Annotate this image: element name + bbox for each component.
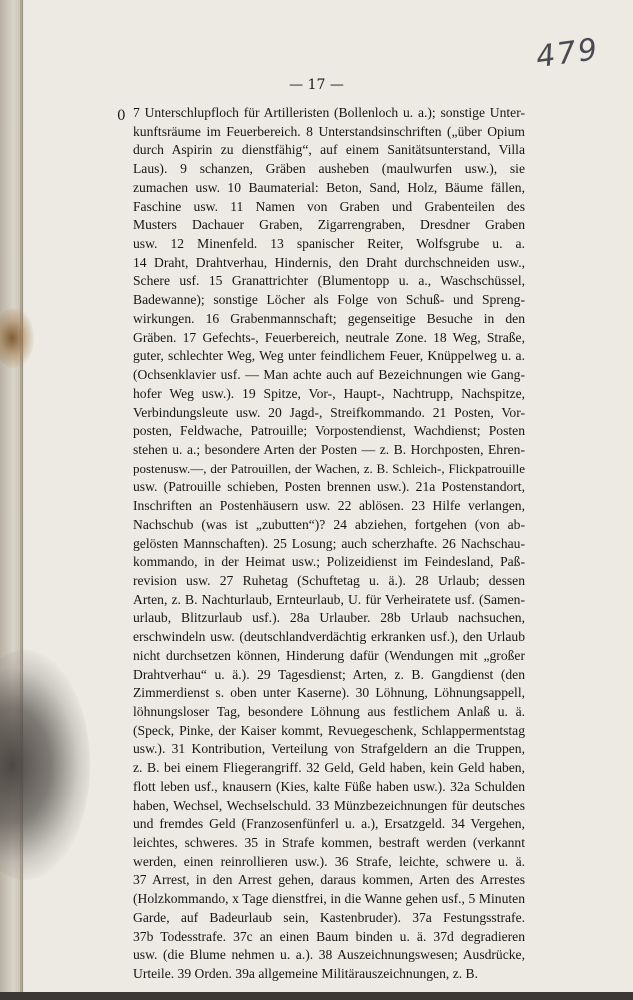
handwritten-page-number: 479 (533, 31, 602, 76)
text-line: Gräben. 17 Gefechts-, Feuerbereich, neutrale Zone. 18 Weg, Straße, (133, 329, 525, 345)
text-line: zumachen usw. 10 Baumaterial: Beton, Sand, Holz, Bäume fällen, (133, 179, 525, 195)
text-line: 37 Arrest, in den Arrest gehen, daraus kommen, Arten des Arrestes (133, 872, 525, 888)
text-line: usw. (die Blume nehmen u. a.). 38 Auszeichnungswesen; Ausdrücke, (133, 947, 525, 963)
text-line: usw. 12 Minenfeld. 13 spanischer Reiter, Wolfsgrube u. a. (133, 236, 525, 252)
text-line: z. B. bei einem Fliegerangriff. 32 Geld, Geld haben, kein Geld haben, (133, 760, 525, 776)
text-line: Urteile. 39 Orden. 39a allgemeine Militärauszeichnungen, z. B. (133, 966, 479, 982)
text-line: löhnungsloser Tag, besondere Löhnung aus festlichem Anlaß u. ä. (133, 704, 525, 719)
dark-stain (0, 650, 90, 880)
text-line: leichtes, schweres. 35 in Strafe kommen, bestraft werden (verkannt (133, 835, 525, 851)
text-line: Faschine usw. 11 Namen von Graben und Grabenteilen des (133, 198, 525, 214)
text-line: usw. (Patrouille schieben, Posten brennen usw.). 21a Postenstandort, (133, 479, 525, 495)
text-line: (Holzkommando, x Tage dienstfrei, in die Wanne gehen usf., 5 Minuten (133, 891, 525, 907)
text-line: haben, Wechsel, Wechselschuld. 33 Münzbezeichnungen für deutsches (133, 797, 525, 813)
text-line: kommando, in der Heimat usw.; Polizeidienst im Feindesland, Paß- (133, 554, 525, 570)
text-line: Nachschub (was ist „zubutten“)? 24 abziehen, fortgehen (von ab- (133, 516, 525, 532)
text-line: Musters Dachauer Graben, Zigarrengraben, Dresdner Graben (133, 217, 525, 233)
text-line: nicht durchsetzen können, Hinderung dafür (Wendungen mit „großer (133, 647, 525, 663)
text-line: und fremdes Geld (Franzosenfünferl u. a.), Ersatzgeld. 34 Vergehen, (133, 816, 525, 832)
page-number: — 17 — (289, 77, 344, 93)
body-text (133, 104, 525, 984)
text-line: usw.). 31 Kontribution, Verteilung von Strafgeldern an die Truppen, (133, 741, 525, 757)
text-line: Arten, z. B. Nachturlaub, Ernteurlaub, U. für Verheiratete usf. (Samen- (133, 591, 525, 607)
text-line: Badewanne); sonstige Löcher als Folge von Schuß- und Spreng- (133, 292, 525, 308)
text-line: posten, Feldwache, Patrouille; Vorpostendienst, Wachdienst; Posten (133, 423, 525, 439)
text-line: (Speck, Pinke, der Kaiser kommt, Revuegeschenk, Schlappermentstag (133, 722, 525, 738)
text-line: guter, schlechter Weg, Weg unter feindlichem Feuer, Knüppelweg u. a. (133, 348, 525, 364)
text-line: wirkungen. 16 Grabenmannschaft; gegenseitige Besuche in den (133, 310, 525, 326)
text-line: hofer Weg usw.). 19 Spitze, Vor-, Haupt-, Nachtrupp, Nachspitze, (133, 385, 525, 401)
text-line: Laus). 9 schanzen, Gräben ausheben (maulwurfen usw.), sie (133, 161, 525, 177)
text-line: 37b Todesstrafe. 37c an einen Baum binden u. ä. 37d degradieren (133, 928, 525, 944)
text-line: revision usw. 27 Ruhetag (Schuftetag u. ä.). 28 Urlaub; dessen (133, 572, 525, 588)
text-line: stehen u. a.; besondere Arten der Posten — z. B. Horchposten, Ehren- (133, 441, 525, 457)
text-line: Schere usf. 15 Granattrichter (Blumentopp u. a., Waschschüssel, (133, 273, 525, 289)
text-line: durch Aspirin zu dienstfähig“, auf einem Sanitätsunterstand, Villa (133, 142, 525, 158)
text-line: werden, einen reinrollieren usw.). 36 Strafe, leichte, schwere u. ä. (133, 853, 525, 869)
text-line: flott leben usf., knausern (Kies, kalte Füße haben usw.). 32a Schulden (133, 778, 525, 794)
text-line: kunftsräume im Feuerbereich. 8 Unterstandsinschriften („über Opium (133, 123, 525, 139)
text-line: urlaub, Blitzurlaub usf.). 28a Urlauber. 28b Urlaub nachsuchen, (133, 610, 525, 626)
text-line: 14 Draht, Drahtverhau, Hindernis, den Draht durchschneiden usw., (133, 254, 525, 270)
text-line: erschwindeln usw. (deutschlandverdächtig erkranken usf.), den Urlaub (133, 629, 525, 645)
text-line: (Ochsenklavier usf. — Man achte auch auf Bezeichnungen wie Gang- (133, 367, 525, 383)
text-line: 7 Unterschlupfloch für Artilleristen (Bollenloch u. a.); sonstige Unter- (133, 105, 525, 120)
rust-stain (0, 308, 34, 368)
text-line: Garde, auf Badeurlaub sein, Kastenbruder). 37a Festungsstrafe. (133, 909, 525, 925)
text-line: Zimmerdienst s. oben unter Kaserne). 30 Löhnung, Löhnungsappell, (133, 685, 525, 701)
section-marker: 0 (117, 108, 126, 124)
text-line: Drahtverhau“ u. ä.). 29 Tagesdienst; Arten, z. B. Gangdienst (den (133, 666, 525, 682)
text-line: Verbindungsleute usw. 20 Jagd-, Streifkommando. 21 Posten, Vor- (133, 404, 525, 420)
text-line: postenusw.—, der Patrouillen, der Wachen, z. B. Schleich-, Flickpatrouille (133, 460, 525, 476)
bottom-edge (0, 992, 633, 1000)
text-line: Inschriften an Postenhäusern usw. 22 ablösen. 23 Hilfe verlangen, (133, 498, 525, 514)
text-line: gelösten Mannschaften). 25 Losung; auch scherzhafte. 26 Nachschau- (133, 535, 525, 551)
